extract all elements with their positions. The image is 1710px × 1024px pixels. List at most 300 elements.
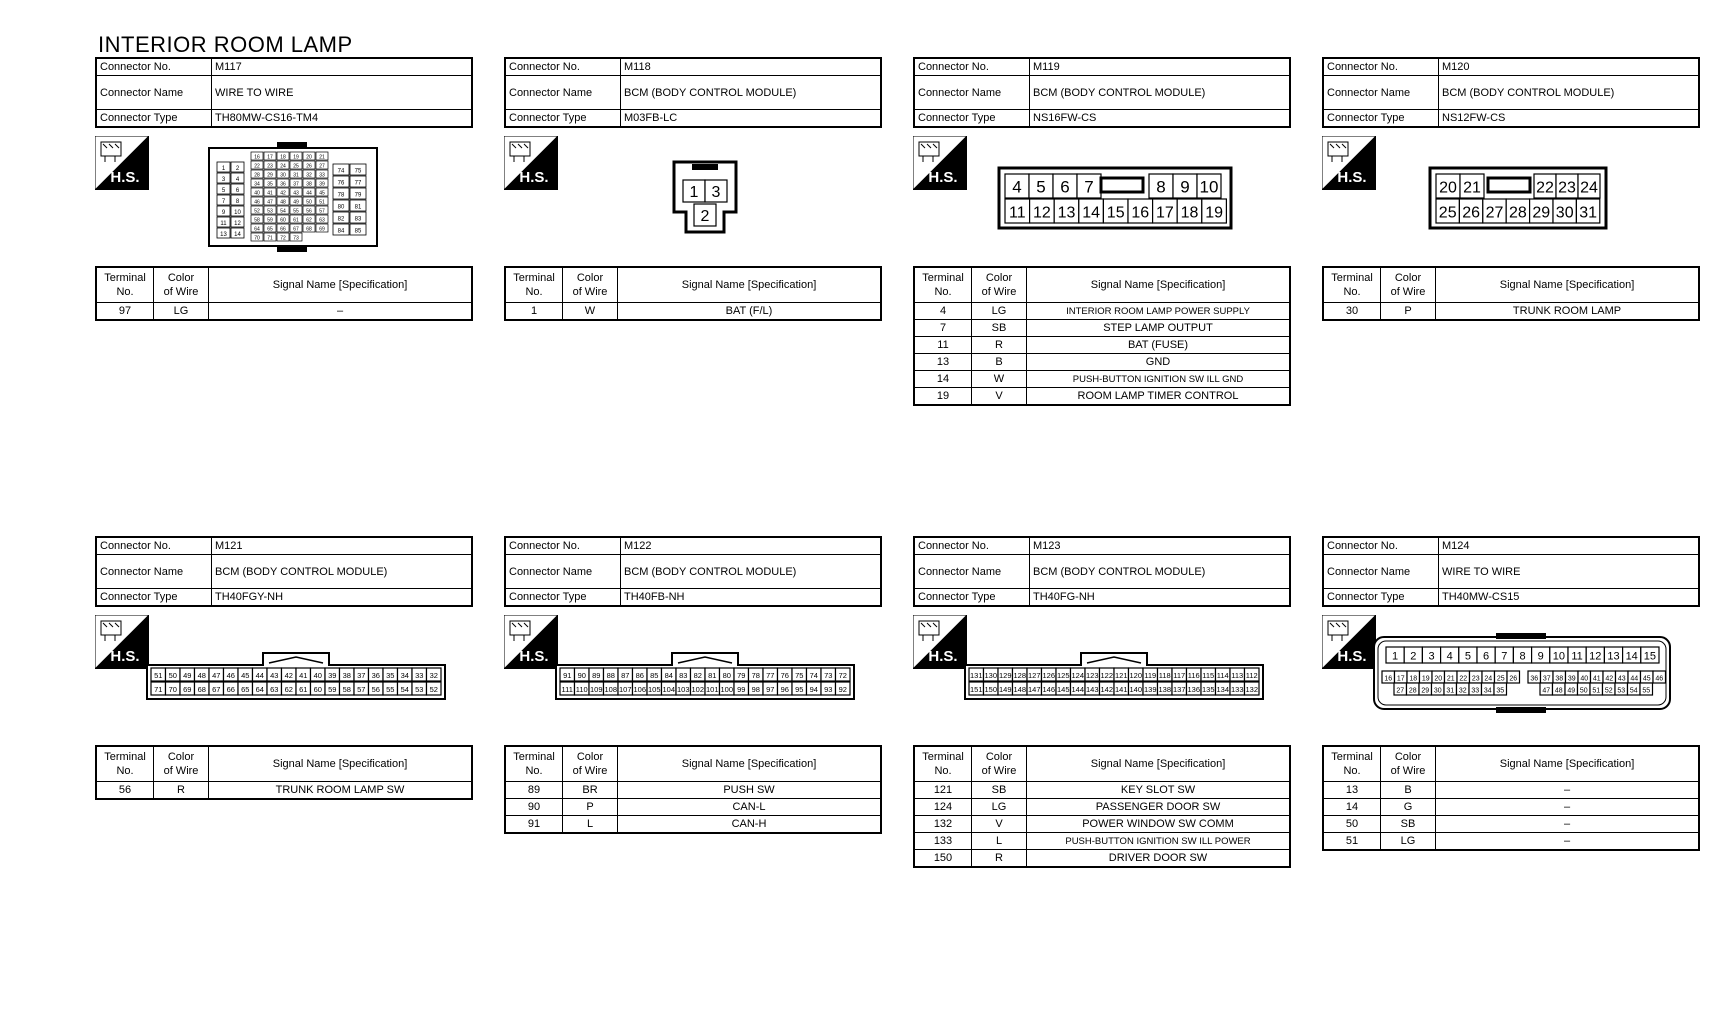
table-row [1323,799,1699,816]
color-of-wire-header: Color of Wire [972,746,1027,782]
pin-number: 38 [342,671,351,681]
pin-number: 148 [1013,685,1027,695]
pin-number: 20 [306,154,312,161]
table-row [505,799,881,816]
terminal-no-header: Terminal No. [914,746,972,782]
pin-number: 37 [1542,675,1551,683]
pin-number: 52 [254,208,260,215]
header-label: Connector Name [505,555,621,589]
connector-header-table [913,536,1291,607]
connector-diagram [913,607,1291,745]
pin-number: 48 [1554,687,1563,695]
pin-number: 16 [1131,204,1150,222]
terminal-table [95,745,473,800]
pin-number: 41 [1592,675,1601,683]
pin-number: 44 [255,671,264,681]
pin-number: 8 [1156,177,1166,197]
pin-number: 73 [824,671,833,681]
pin-number: 9 [1180,177,1190,197]
table-row [914,850,1290,868]
pin-number: 47 [212,671,221,681]
pin-number: 67 [212,685,221,695]
connector-no-value: M121 [212,537,473,555]
pin-number: 82 [337,216,345,223]
pin-number: 87 [621,671,630,681]
harness-side-icon [95,615,149,669]
table-row [1323,782,1699,799]
table-row [96,303,472,321]
harness-side-icon [913,136,967,190]
harness-side-icon [95,136,149,190]
hs-label: H.S. [1337,648,1367,665]
harness-side-icon [1322,615,1376,669]
signal-name: CAN-L [618,799,882,816]
pin-number: 13 [1057,204,1076,222]
hs-label: H.S. [519,169,549,186]
pin-number: 125 [1056,671,1070,681]
signal-name: STEP LAMP OUTPUT [1027,320,1291,337]
pin-number: 25 [293,163,299,170]
pin-number: 80 [337,204,345,211]
pin-number: 39 [319,181,325,188]
pin-number: 12 [234,221,241,227]
pin-number: 76 [337,180,345,187]
pin-number: 30 [1555,204,1574,222]
pin-number: 135 [1201,685,1215,695]
pin-number: 70 [254,235,260,242]
terminal-no-header: Terminal No. [505,267,563,303]
connector-diagram [913,128,1291,266]
pin-number: 150 [984,685,998,695]
pin-number: 33 [415,671,424,681]
pin-number: 55 [1642,687,1651,695]
pin-number: 49 [1567,687,1576,695]
wire-color: B [1381,782,1436,799]
signal-name: PASSENGER DOOR SW [1027,799,1291,816]
pin-number: 63 [270,685,279,695]
pin-number: 7 [221,199,226,205]
wire-color: L [563,816,618,834]
signal-name: ROOM LAMP TIMER CONTROL [1027,388,1291,406]
pin-number: 71 [267,235,273,242]
pin-number: 7 [1084,177,1094,197]
pin-number: 46 [226,671,235,681]
connector-header-table [1322,536,1700,607]
pin-number: 45 [1642,675,1651,683]
connector-no-value: M117 [212,58,473,76]
table-row [914,337,1290,354]
pin-number: 31 [293,172,299,179]
hs-label: H.S. [519,648,549,665]
pin-number: 82 [693,671,702,681]
wire-color: BR [563,782,618,799]
pin-number: 38 [306,181,312,188]
wire-color: G [1381,799,1436,816]
pin-number: 77 [766,671,775,681]
color-of-wire-header: Color of Wire [563,267,618,303]
wire-color: SB [972,782,1027,799]
harness-side-icon [913,615,967,669]
terminal-number: 89 [505,782,563,799]
pin-number: 34 [254,181,260,188]
pin-number: 35 [1496,687,1505,695]
pin-number: 96 [780,685,789,695]
pin-number: 53 [415,685,424,695]
connector-header-table [1322,57,1700,128]
pin-number: 84 [337,228,345,235]
pin-number: 22 [1536,179,1554,197]
terminal-number: 4 [914,303,972,320]
pin-number: 119 [1144,671,1157,681]
connector-header-table [95,57,473,128]
pin-number: 67 [293,226,299,233]
pin-number: 41 [299,671,308,681]
pin-number: 10 [1199,177,1219,197]
pin-number: 7 [1501,650,1508,663]
color-of-wire-header: Color of Wire [563,746,618,782]
pin-number: 75 [795,671,804,681]
signal-name-header: Signal Name [Specification] [618,746,882,782]
pin-number: 131 [969,671,983,681]
pin-number: 62 [306,217,312,224]
pin-number: 9 [1537,650,1544,663]
pin-number: 19 [293,154,299,161]
pin-number: 81 [354,204,362,211]
pin-number: 92 [838,685,847,695]
pin-number: 68 [306,226,312,233]
pin-number: 109 [589,685,603,695]
signal-name: TRUNK ROOM LAMP [1436,303,1700,321]
connector-no-value: M122 [621,537,882,555]
pin-number: 85 [354,228,362,235]
signal-name: PUSH-BUTTON IGNITION SW ILL POWER [1027,833,1291,850]
pin-number: 35 [267,181,273,188]
table-row [914,833,1290,850]
header-label: Connector No. [1323,537,1439,555]
pin-layout [145,649,447,706]
pin-number: 83 [679,671,688,681]
pin-number: 9 [221,210,226,216]
pin-number: 24 [1580,179,1598,197]
pin-number: 118 [1158,671,1171,681]
pin-number: 144 [1071,685,1085,695]
color-of-wire-header: Color of Wire [1381,267,1436,303]
pin-number: 11 [220,221,227,227]
connector-face-m118 [672,160,738,234]
pin-number: 63 [319,217,325,224]
wire-color: LG [154,303,209,321]
wire-color: P [563,799,618,816]
header-label: Connector Name [1323,555,1439,589]
pin-number: 72 [280,235,286,242]
header-label: Connector Type [1323,589,1439,607]
pin-number: 47 [1542,687,1551,695]
pin-number: 149 [998,685,1012,695]
terminal-table [95,266,473,321]
wire-color: LG [972,799,1027,816]
signal-name-header: Signal Name [Specification] [209,267,473,303]
pin-number: 94 [809,685,818,695]
header-label: Connector Name [914,76,1030,110]
terminal-number: 19 [914,388,972,406]
harness-side-icon [504,615,558,669]
table-row [914,354,1290,371]
pin-number: 4 [235,177,240,183]
pin-number: 34 [400,671,409,681]
pin-number: 11 [1008,204,1026,222]
connector-face-m121 [145,649,447,701]
connector-type-value: TH80MW-CS16-TM4 [212,110,473,128]
pin-number: 25 [1496,675,1505,683]
connector-diagram [504,607,882,745]
terminal-number: 11 [914,337,972,354]
pin-number: 51 [319,199,325,206]
pin-number: 29 [1532,204,1551,222]
terminal-number: 50 [1323,816,1381,833]
pin-number: 41 [267,190,273,197]
connector-type-value: TH40FB-NH [621,589,882,607]
terminal-number: 14 [914,371,972,388]
header-label: Connector Type [505,589,621,607]
connector-no-value: M124 [1439,537,1700,555]
signal-name: TRUNK ROOM LAMP SW [209,782,473,800]
signal-name: GND [1027,354,1291,371]
pin-number: 19 [1421,675,1430,683]
pin-number: 38 [1555,675,1564,683]
pin-number: 5 [1036,177,1046,197]
connector-no-value: M120 [1439,58,1700,76]
terminal-number: 51 [1323,833,1381,851]
connector-header-table [504,536,882,607]
pin-number: 35 [386,671,395,681]
header-label: Connector Name [96,76,212,110]
pin-number: 56 [306,208,312,215]
header-label: Connector Type [914,589,1030,607]
pin-number: 14 [234,232,241,238]
pin-number: 93 [824,685,833,695]
pin-number: 102 [691,685,705,695]
terminal-number: 150 [914,850,972,868]
connector-type-value: TH40MW-CS15 [1439,589,1700,607]
pin-number: 78 [337,192,345,199]
pin-number: 46 [254,199,260,206]
pin-number: 115 [1202,671,1215,681]
connector-name-value: BCM (BODY CONTROL MODULE) [621,555,882,589]
wire-color: LG [1381,833,1436,851]
signal-name: – [1436,816,1700,833]
pin-number: 127 [1027,671,1041,681]
pin-number: 15 [1643,650,1657,663]
pin-number: 21 [1446,675,1455,683]
pin-number: 18 [1180,204,1199,222]
pin-number: 32 [1458,687,1467,695]
connector-face-m117 [207,142,379,252]
pin-number: 132 [1245,685,1259,695]
signal-name: – [1436,782,1700,799]
connector-name-value: WIRE TO WIRE [1439,555,1700,589]
terminal-table [1322,745,1700,851]
hs-label: H.S. [928,648,958,665]
pin-number: 13 [1607,650,1620,663]
pin-layout [554,649,856,706]
pin-number: 52 [429,685,438,695]
header-label: Connector Name [505,76,621,110]
wire-color: B [972,354,1027,371]
wire-color: SB [1381,816,1436,833]
pin-number: 39 [1567,675,1576,683]
pin-number: 26 [1462,204,1480,222]
pin-number: 50 [168,671,177,681]
connector-m123 [913,536,1291,868]
pin-number: 31 [1579,204,1597,222]
header-label: Connector Name [1323,76,1439,110]
pin-number: 27 [1485,204,1504,222]
pin-number: 142 [1100,685,1114,695]
pin-number: 98 [751,685,760,695]
pin-number: 79 [737,671,746,681]
pin-number: 62 [284,685,293,695]
pin-number: 75 [354,168,362,175]
connector-header-table [504,57,882,128]
pin-number: 17 [267,154,273,161]
pin-number: 14 [1625,650,1638,663]
pin-number: 105 [647,685,661,695]
pin-layout [207,142,379,257]
table-row [505,303,881,321]
connector-no-value: M119 [1030,58,1291,76]
pin-number: 36 [280,181,286,188]
terminal-number: 14 [1323,799,1381,816]
connector-diagram [1322,128,1700,266]
pin-number: 8 [235,199,240,205]
pin-number: 1 [1392,650,1399,663]
pin-number: 45 [319,190,325,197]
pin-number: 33 [319,172,325,179]
pin-number: 3 [1428,650,1435,663]
pin-number: 89 [592,671,601,681]
pin-number: 117 [1173,671,1186,681]
connector-type-value: M03FB-LC [621,110,882,128]
pin-number: 1 [221,166,226,172]
header-label: Connector No. [914,58,1030,76]
color-of-wire-header: Color of Wire [972,267,1027,303]
header-label: Connector Type [96,110,212,128]
pin-number: 8 [1519,650,1526,663]
terminal-no-header: Terminal No. [96,746,154,782]
connector-m118 [504,57,882,321]
connector-no-value: M118 [621,58,882,76]
pin-number: 16 [1384,675,1393,683]
pin-number: 100 [720,685,734,695]
pin-number: 2 [700,208,710,226]
pin-number: 12 [1033,204,1051,222]
signal-name-header: Signal Name [Specification] [1027,746,1291,782]
pin-number: 49 [183,671,192,681]
hs-label: H.S. [1337,169,1367,186]
page-title: INTERIOR ROOM LAMP [98,32,353,57]
pin-number: 55 [293,208,299,215]
pin-number: 33 [1471,687,1480,695]
table-row [914,782,1290,799]
pin-number: 6 [1483,650,1490,663]
pin-number: 139 [1143,685,1157,695]
pin-number: 110 [575,685,588,695]
pin-number: 52 [1604,687,1613,695]
pin-number: 47 [267,199,273,206]
connector-type-value: NS16FW-CS [1030,110,1291,128]
pin-layout [1428,166,1608,235]
header-label: Connector No. [1323,58,1439,76]
pin-number: 21 [1463,179,1481,197]
pin-layout [672,160,738,239]
signal-name-header: Signal Name [Specification] [618,267,882,303]
pin-number: 43 [270,671,279,681]
pin-number: 65 [241,685,250,695]
pin-number: 101 [705,685,719,695]
terminal-number: 7 [914,320,972,337]
connector-face-m124 [1372,633,1672,713]
table-row [505,816,881,834]
pin-number: 146 [1042,685,1056,695]
terminal-table [913,266,1291,406]
pin-number: 120 [1129,671,1143,681]
table-row [914,388,1290,406]
pin-number: 137 [1172,685,1186,695]
pin-number: 29 [267,172,273,179]
signal-name: POWER WINDOW SW COMM [1027,816,1291,833]
pin-number: 134 [1216,685,1230,695]
pin-number: 20 [1439,179,1457,197]
pin-number: 70 [168,685,177,695]
table-row [914,816,1290,833]
connector-name-value: BCM (BODY CONTROL MODULE) [621,76,882,110]
pin-number: 59 [267,217,273,224]
signal-name: INTERIOR ROOM LAMP POWER SUPPLY [1027,303,1291,320]
pin-number: 91 [563,671,572,681]
signal-name-header: Signal Name [Specification] [1436,267,1700,303]
pin-number: 6 [1060,177,1070,197]
pin-number: 81 [708,671,717,681]
connector-no-value: M123 [1030,537,1291,555]
connector-m124 [1322,536,1700,851]
signal-name: – [1436,799,1700,816]
pin-number: 28 [1408,687,1417,695]
pin-number: 50 [1579,687,1588,695]
header-label: Connector No. [96,58,212,76]
pin-number: 58 [254,217,260,224]
color-of-wire-header: Color of Wire [154,267,209,303]
hs-label: H.S. [928,169,958,186]
pin-number: 15 [1106,204,1125,222]
pin-number: 50 [306,199,312,206]
pin-number: 27 [1396,687,1405,695]
pin-number: 44 [1630,675,1639,683]
pin-number: 123 [1085,671,1099,681]
pin-number: 111 [561,685,573,695]
table-row [505,782,881,799]
terminal-no-header: Terminal No. [914,267,972,303]
pin-number: 126 [1042,671,1056,681]
signal-name-header: Signal Name [Specification] [1027,267,1291,303]
connector-m121 [95,536,473,800]
harness-side-icon [1322,136,1376,190]
pin-number: 138 [1158,685,1172,695]
pin-number: 54 [280,208,286,215]
pin-number: 23 [1558,179,1576,197]
table-row [1323,816,1699,833]
pin-number: 104 [662,685,676,695]
table-row [914,371,1290,388]
